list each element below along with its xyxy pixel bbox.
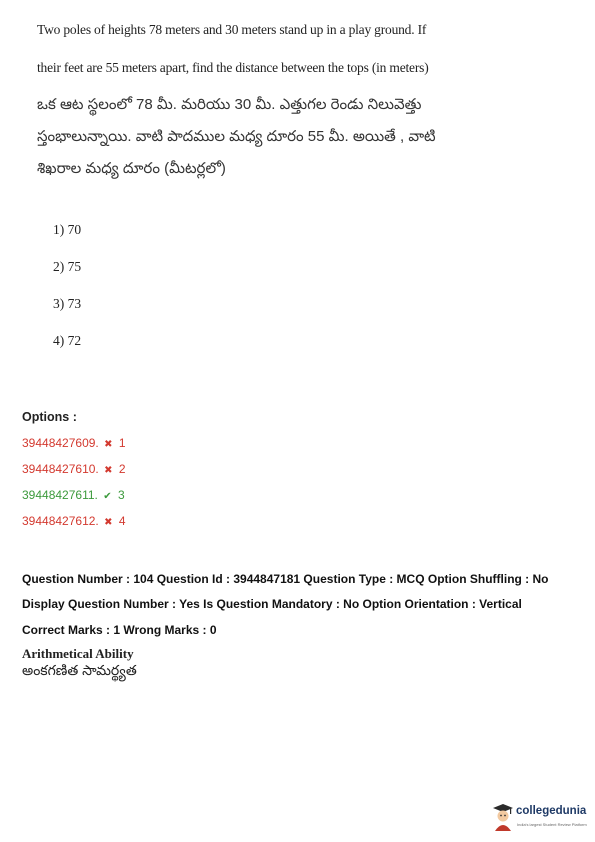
option-id: 39448427612. [22, 514, 99, 528]
option-number: 3 [117, 488, 125, 502]
question-telugu-line-2: స్తంభాలున్నాయి. వాటి పాదముల మధ్య దూరం 55 మీ. అయితే , వాటి [37, 128, 436, 145]
question-telugu-line-3: శిఖరాల మధ్య దూరం (మీటర్లలో) [37, 160, 226, 177]
subject-telugu: అంకగణిత సామర్థ్యత [22, 662, 137, 678]
cross-icon: ✖ [104, 439, 113, 450]
meta-line-2: Display Question Number : Yes Is Question Mandatory : No Option Orientation : Vertical [22, 597, 522, 611]
option-number: 2 [118, 462, 126, 476]
option-row-2 [22, 462, 126, 476]
cross-icon: ✖ [104, 465, 113, 476]
choice-2: 2) 75 [53, 259, 82, 274]
option-row-3 [22, 488, 125, 502]
choice-4: 4) 72 [53, 333, 82, 348]
student-avatar-icon [492, 803, 514, 831]
option-id: 39448427610. [22, 462, 99, 476]
option-row-1 [22, 436, 126, 450]
meta-line-1: Question Number : 104 Question Id : 3944847181 Question Type : MCQ Option Shuffling : No [22, 572, 549, 586]
meta-line-3: Correct Marks : 1 Wrong Marks : 0 [22, 623, 217, 637]
question-english-line-1: Two poles of heights 78 meters and 30 meters stand up in a play ground. If [37, 22, 427, 37]
question-telugu-line-1: ఒక ఆట స్థలంలో 78 మీ. మరియు 30 మీ. ఎత్తుగల రెండు నిలువెత్తు [37, 96, 422, 113]
choice-1: 1) 70 [53, 222, 82, 237]
question-english-line-2: their feet are 55 meters apart, find the distance between the tops (in meters) [37, 60, 429, 75]
options-heading: Options : [22, 410, 77, 424]
subject-english: Arithmetical Ability [22, 646, 134, 661]
option-number: 4 [118, 514, 126, 528]
option-id: 39448427609. [22, 436, 99, 450]
cross-icon: ✖ [104, 517, 113, 528]
option-row-4 [22, 514, 126, 528]
collegedunia-logo [492, 803, 590, 837]
option-number: 1 [118, 436, 126, 450]
check-icon: ✔ [103, 491, 112, 502]
option-id: 39448427611. [22, 488, 98, 502]
logo-tagline: India's largest Student Review Platform [517, 822, 587, 827]
choice-3: 3) 73 [53, 296, 82, 311]
logo-wordmark: collegedunia [516, 805, 587, 817]
